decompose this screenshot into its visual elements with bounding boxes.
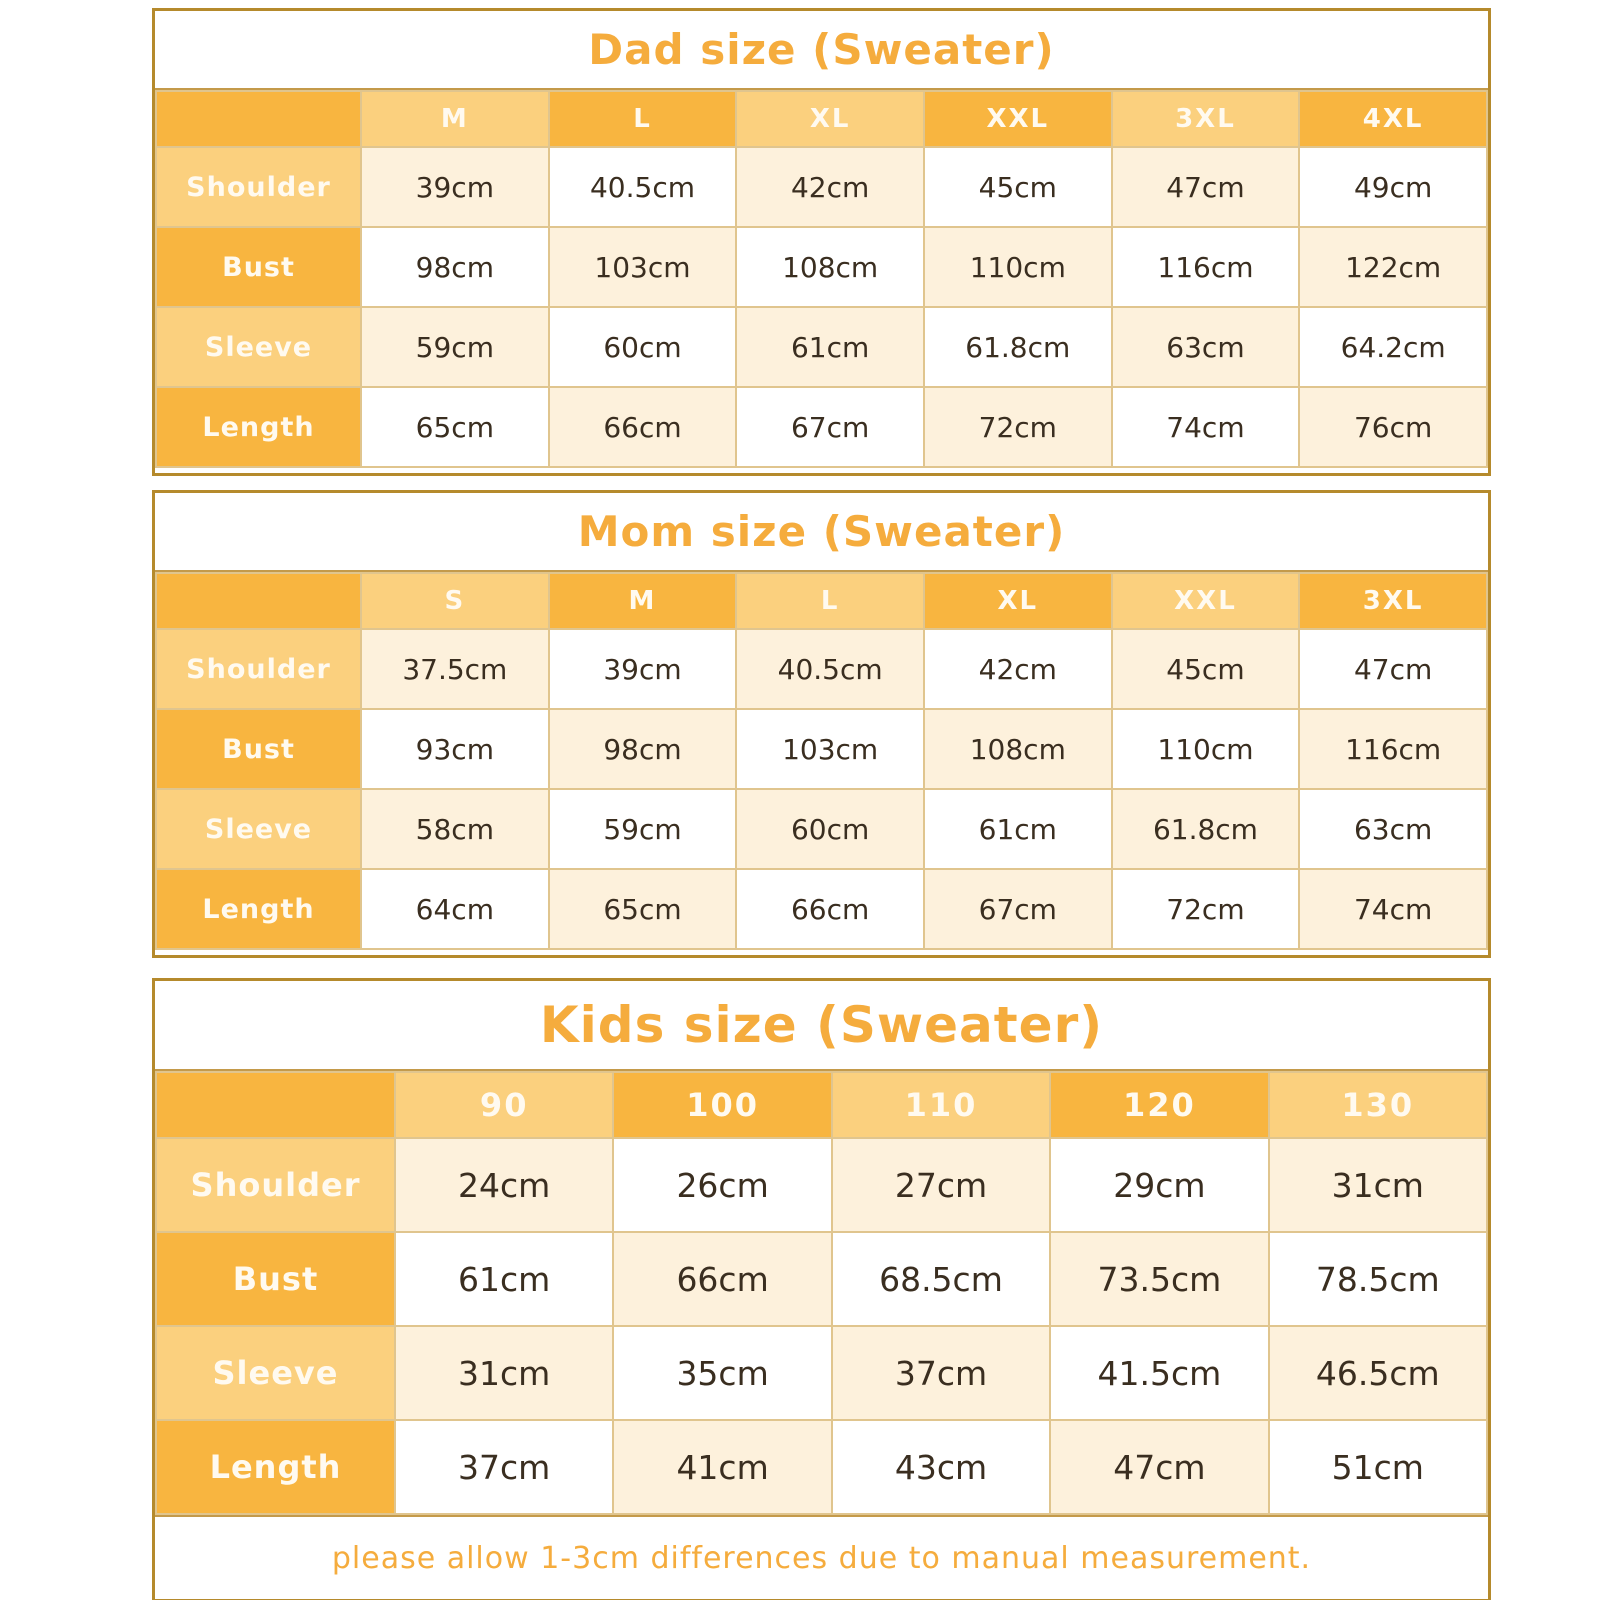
table-cell: 45cm (924, 147, 1112, 227)
size-header: XXL (1112, 573, 1300, 629)
kids-size-chart (152, 978, 1491, 1600)
table-cell: 47cm (1299, 629, 1487, 709)
row-label: Shoulder (156, 147, 361, 227)
table-cell: 51cm (1269, 1420, 1487, 1514)
table-row (156, 629, 1487, 709)
table-cell: 58cm (361, 789, 549, 869)
row-label: Length (156, 387, 361, 467)
size-header: M (549, 573, 737, 629)
table-cell: 108cm (924, 709, 1112, 789)
table-row (156, 1420, 1487, 1514)
table-cell: 116cm (1299, 709, 1487, 789)
table-cell: 29cm (1050, 1138, 1268, 1232)
table-cell: 39cm (361, 147, 549, 227)
table-row (156, 869, 1487, 949)
chart-title: Kids size (Sweater) (155, 981, 1488, 1071)
size-header: XL (736, 91, 924, 147)
table-cell: 45cm (1112, 629, 1300, 709)
table-cell: 64cm (361, 869, 549, 949)
table-cell: 42cm (736, 147, 924, 227)
size-header: 110 (832, 1072, 1050, 1138)
table-cell: 67cm (924, 869, 1112, 949)
table-cell: 73.5cm (1050, 1232, 1268, 1326)
size-header: 90 (395, 1072, 613, 1138)
size-header: 3XL (1112, 91, 1300, 147)
table-cell: 37cm (395, 1420, 613, 1514)
table-cell: 49cm (1299, 147, 1487, 227)
table-row (156, 387, 1487, 467)
row-label: Sleeve (156, 307, 361, 387)
row-label: Sleeve (156, 789, 361, 869)
table-cell: 65cm (361, 387, 549, 467)
table-row (156, 227, 1487, 307)
row-label: Length (156, 869, 361, 949)
table-cell: 98cm (549, 709, 737, 789)
table-cell: 37.5cm (361, 629, 549, 709)
row-label: Bust (156, 709, 361, 789)
table-row (156, 789, 1487, 869)
chart-title: Dad size (Sweater) (155, 11, 1488, 90)
table-cell: 93cm (361, 709, 549, 789)
table-cell: 61cm (736, 307, 924, 387)
table-cell: 24cm (395, 1138, 613, 1232)
size-header: L (549, 91, 737, 147)
table-cell: 72cm (1112, 869, 1300, 949)
header-corner (156, 91, 361, 147)
table-cell: 39cm (549, 629, 737, 709)
header-corner (156, 573, 361, 629)
table-cell: 27cm (832, 1138, 1050, 1232)
table-cell: 76cm (1299, 387, 1487, 467)
size-header: L (736, 573, 924, 629)
table-cell: 40.5cm (549, 147, 737, 227)
table-cell: 59cm (361, 307, 549, 387)
table-cell: 116cm (1112, 227, 1300, 307)
table-cell: 26cm (613, 1138, 831, 1232)
size-header-row (156, 573, 1487, 629)
row-label: Shoulder (156, 629, 361, 709)
table-row (156, 1232, 1487, 1326)
table-cell: 74cm (1299, 869, 1487, 949)
size-header: 130 (1269, 1072, 1487, 1138)
table-row (156, 1326, 1487, 1420)
measurement-note: please allow 1-3cm differences due to manual measurement. (155, 1515, 1488, 1599)
table-cell: 61cm (395, 1232, 613, 1326)
table-cell: 61cm (924, 789, 1112, 869)
size-header: M (361, 91, 549, 147)
table-cell: 98cm (361, 227, 549, 307)
table-cell: 66cm (549, 387, 737, 467)
table-cell: 66cm (613, 1232, 831, 1326)
table-cell: 41.5cm (1050, 1326, 1268, 1420)
size-table (155, 90, 1488, 468)
table-cell: 47cm (1050, 1420, 1268, 1514)
mom-size-chart (152, 490, 1491, 958)
table-cell: 60cm (549, 307, 737, 387)
table-cell: 65cm (549, 869, 737, 949)
table-row (156, 709, 1487, 789)
row-label: Bust (156, 227, 361, 307)
table-cell: 103cm (736, 709, 924, 789)
size-header-row (156, 1072, 1487, 1138)
table-cell: 31cm (395, 1326, 613, 1420)
table-cell: 61.8cm (924, 307, 1112, 387)
table-cell: 103cm (549, 227, 737, 307)
table-cell: 78.5cm (1269, 1232, 1487, 1326)
table-cell: 66cm (736, 869, 924, 949)
row-label: Shoulder (156, 1138, 395, 1232)
size-header: 120 (1050, 1072, 1268, 1138)
table-cell: 67cm (736, 387, 924, 467)
table-cell: 61.8cm (1112, 789, 1300, 869)
size-header: 4XL (1299, 91, 1487, 147)
dad-size-chart (152, 8, 1491, 476)
table-cell: 37cm (832, 1326, 1050, 1420)
size-header: 100 (613, 1072, 831, 1138)
table-cell: 43cm (832, 1420, 1050, 1514)
size-header: S (361, 573, 549, 629)
header-corner (156, 1072, 395, 1138)
table-cell: 64.2cm (1299, 307, 1487, 387)
size-header: XXL (924, 91, 1112, 147)
table-cell: 41cm (613, 1420, 831, 1514)
size-header: XL (924, 573, 1112, 629)
table-cell: 63cm (1299, 789, 1487, 869)
table-row (156, 1138, 1487, 1232)
size-header-row (156, 91, 1487, 147)
table-cell: 110cm (1112, 709, 1300, 789)
table-cell: 68.5cm (832, 1232, 1050, 1326)
size-header: 3XL (1299, 573, 1487, 629)
row-label: Sleeve (156, 1326, 395, 1420)
table-cell: 47cm (1112, 147, 1300, 227)
table-cell: 42cm (924, 629, 1112, 709)
row-label: Length (156, 1420, 395, 1514)
table-cell: 122cm (1299, 227, 1487, 307)
table-row (156, 307, 1487, 387)
table-cell: 108cm (736, 227, 924, 307)
table-cell: 31cm (1269, 1138, 1487, 1232)
size-table (155, 572, 1488, 950)
table-cell: 63cm (1112, 307, 1300, 387)
table-cell: 74cm (1112, 387, 1300, 467)
table-cell: 35cm (613, 1326, 831, 1420)
table-cell: 72cm (924, 387, 1112, 467)
table-row (156, 147, 1487, 227)
table-cell: 46.5cm (1269, 1326, 1487, 1420)
table-cell: 60cm (736, 789, 924, 869)
table-cell: 59cm (549, 789, 737, 869)
table-cell: 40.5cm (736, 629, 924, 709)
table-cell: 110cm (924, 227, 1112, 307)
chart-title: Mom size (Sweater) (155, 493, 1488, 572)
row-label: Bust (156, 1232, 395, 1326)
size-table (155, 1071, 1488, 1515)
